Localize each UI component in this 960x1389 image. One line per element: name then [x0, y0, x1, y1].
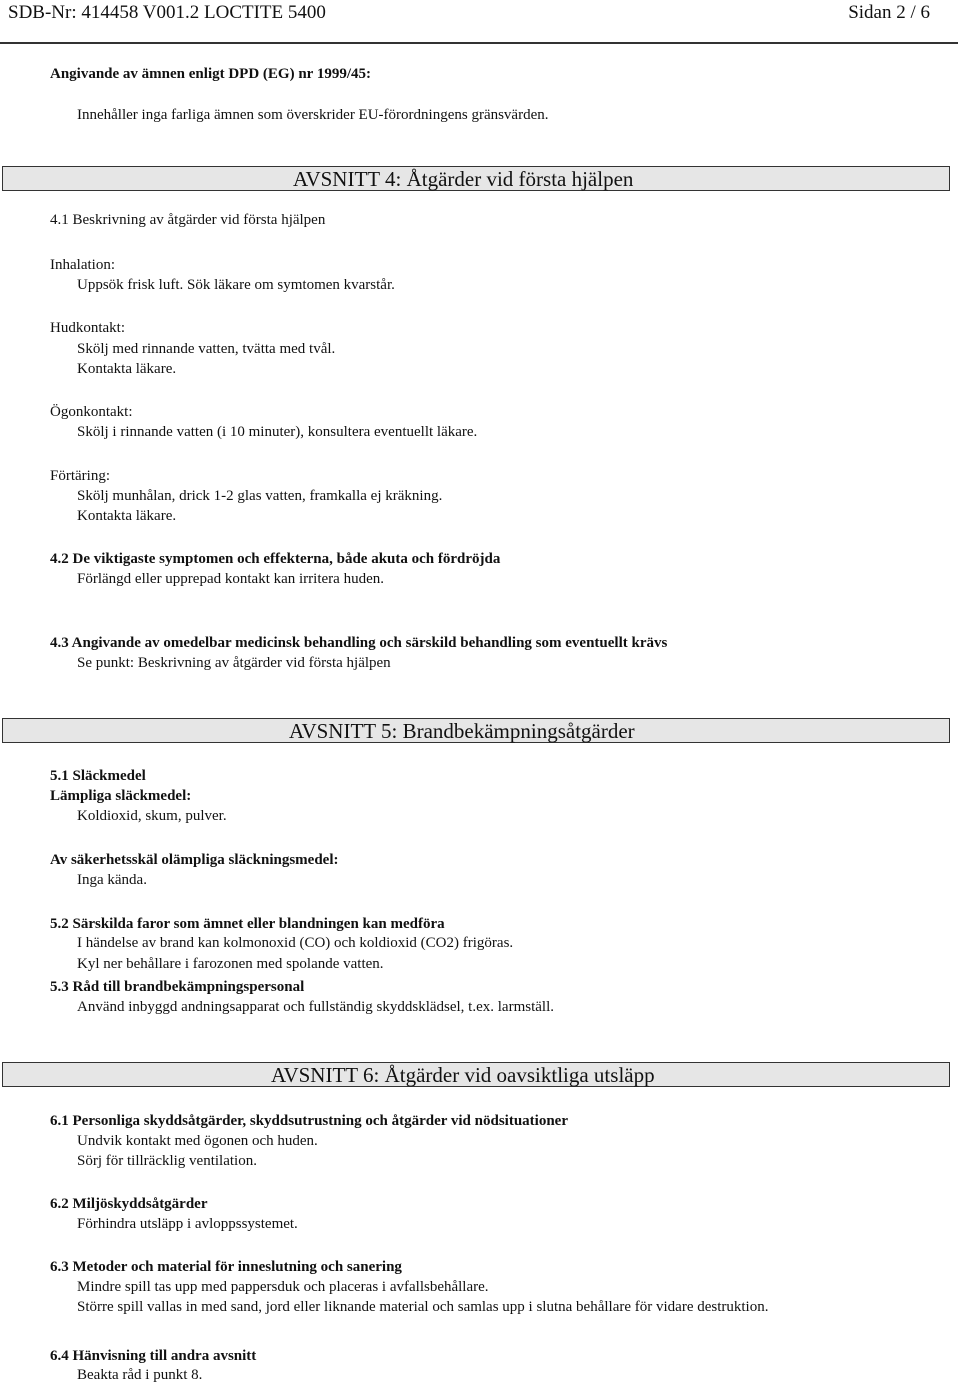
s42-text: Förlängd eller upprepad kontakt kan irritera huden.: [77, 571, 384, 587]
s52-heading: 5.2 Särskilda faror som ämnet eller blandningen kan medföra: [50, 916, 445, 932]
s63-text-1: Mindre spill tas upp med pappersduk och placeras i avfallsbehållare.: [77, 1279, 489, 1295]
ingestion-label: Förtäring:: [50, 468, 110, 484]
unsuitable-label: Av säkerhetsskäl olämpliga släckningsmedel:: [50, 852, 339, 868]
inhalation-text: Uppsök frisk luft. Sök läkare om symtomen kvarstår.: [77, 277, 395, 293]
section-6-banner: [2, 1062, 950, 1087]
s52-text-2: Kyl ner behållare i farozonen med spolande vatten.: [77, 956, 384, 972]
s62-text: Förhindra utsläpp i avloppssystemet.: [77, 1216, 298, 1232]
suitable-text: Koldioxid, skum, pulver.: [77, 808, 227, 824]
inhalation-label: Inhalation:: [50, 257, 115, 273]
s53-text: Använd inbyggd andningsapparat och fullständig skyddsklädsel, t.ex. larmställ.: [77, 999, 554, 1015]
s42-heading: 4.2 De viktigaste symptomen och effekterna, både akuta och fördröjda: [50, 551, 501, 567]
s51-heading: 5.1 Släckmedel: [50, 768, 146, 784]
section-6-title: AVSNITT 6: Åtgärder vid oavsiktliga utsläpp: [271, 1063, 655, 1087]
section-4-title: AVSNITT 4: Åtgärder vid första hjälpen: [293, 167, 634, 191]
s52-text-1: I händelse av brand kan kolmonoxid (CO) och koldioxid (CO2) frigöras.: [77, 935, 514, 951]
s62-heading: 6.2 Miljöskyddsåtgärder: [50, 1196, 208, 1212]
ingestion-text-2: Kontakta läkare.: [77, 508, 177, 524]
s63-text-2: Större spill vallas in med sand, jord eller liknande material och samlas upp i slutna behållare för vidare destruktion.: [77, 1299, 769, 1315]
ingestion-text-1: Skölj munhålan, drick 1-2 glas vatten, framkalla ej kräkning.: [77, 488, 443, 504]
s53-heading: 5.3 Råd till brandbekämpningspersonal: [50, 979, 305, 995]
eye-text: Skölj i rinnande vatten (i 10 minuter), konsultera eventuellt läkare.: [77, 424, 478, 440]
skin-text-1: Skölj med rinnande vatten, tvätta med tvål.: [77, 341, 336, 357]
header-divider: [0, 42, 958, 44]
suitable-label: Lämpliga släckmedel:: [50, 788, 192, 804]
s64-text: Beakta råd i punkt 8.: [77, 1367, 203, 1383]
skin-text-2: Kontakta läkare.: [77, 361, 177, 377]
section-5-banner: [2, 718, 950, 743]
page-number: Sidan 2 / 6: [848, 2, 930, 23]
s43-heading: 4.3 Angivande av omedelbar medicinsk behandling och särskild behandling som eventuellt krävs: [50, 635, 668, 651]
s63-heading: 6.3 Metoder och material för inneslutning och sanering: [50, 1259, 402, 1275]
s41-heading: 4.1 Beskrivning av åtgärder vid första hjälpen: [50, 212, 326, 228]
section-5-title: AVSNITT 5: Brandbekämpningsåtgärder: [289, 719, 635, 743]
s61-text-1: Undvik kontakt med ögonen och huden.: [77, 1133, 318, 1149]
s61-text-2: Sörj för tillräcklig ventilation.: [77, 1153, 257, 1169]
eye-label: Ögonkontakt:: [50, 404, 133, 420]
s43-text: Se punkt: Beskrivning av åtgärder vid första hjälpen: [77, 655, 391, 671]
skin-label: Hudkontakt:: [50, 320, 125, 336]
dpd-text: Innehåller inga farliga ämnen som överskrider EU-förordningens gränsvärden.: [77, 107, 549, 123]
dpd-heading: Angivande av ämnen enligt DPD (EG) nr 1999/45:: [50, 66, 371, 82]
doc-header-id: SDB-Nr: 414458 V001.2 LOCTITE 5400: [8, 2, 326, 23]
section-4-banner: [2, 166, 950, 191]
unsuitable-text: Inga kända.: [77, 872, 147, 888]
s61-heading: 6.1 Personliga skyddsåtgärder, skyddsutrustning och åtgärder vid nödsituationer: [50, 1113, 568, 1129]
s64-heading: 6.4 Hänvisning till andra avsnitt: [50, 1348, 257, 1364]
